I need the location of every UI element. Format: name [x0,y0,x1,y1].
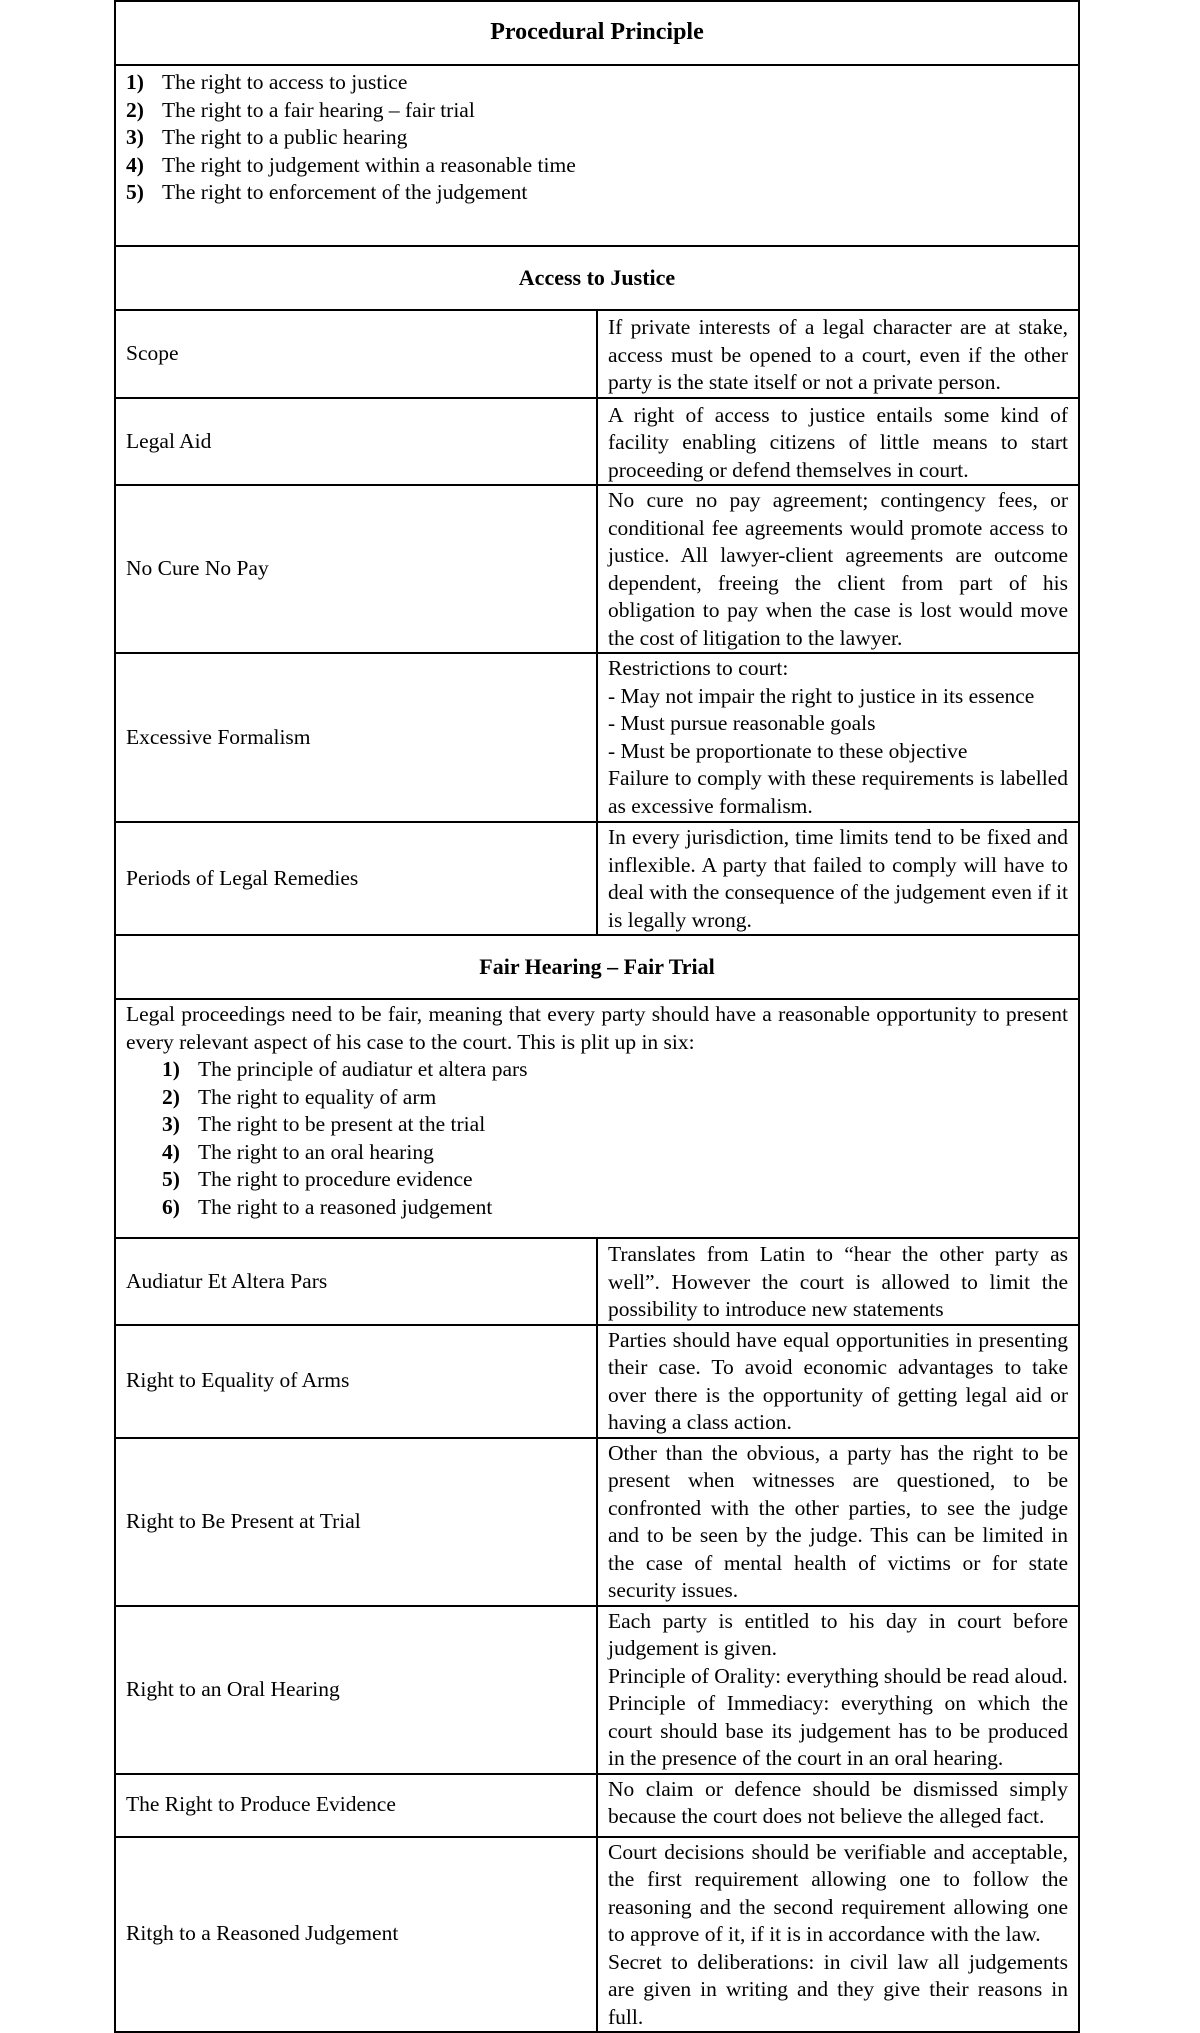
line: - Must be proportionate to these objective [608,738,968,763]
procedure-table [114,0,1080,2033]
line: Principle of Orality: everything should be read aloud. [608,1663,1068,1688]
list-item: 4) The right to judgement within a reasonable time [126,152,576,177]
line: Court decisions should be verifiable and acceptable, the first requirement allowing one to follow the reasoning and the second requirement allowing one to approve of it, if it is in accordance with the law. [608,1839,1068,1946]
section-title-procedural: Procedural Principle [115,1,1079,65]
row-text: No claim or defence should be dismissed simply because the court does not believe the alleged fact. [597,1774,1079,1837]
row-label: Right to Equality of Arms [115,1325,597,1438]
table-row [115,1238,1079,1325]
row-text: If private interests of a legal character are at stake, access must be opened to a court, even if the other party is the state itself or not a private person. [597,310,1079,398]
list-item: 6) The right to a reasoned judgement [162,1194,493,1219]
row-text: In every jurisdiction, time limits tend to be fixed and inflexible. A party that failed to comply will have to deal with the consequence of the judgement even if it is legally wrong. [597,822,1079,935]
list-item: 2) The right to equality of arm [162,1084,437,1109]
list-item: 2) The right to a fair hearing – fair trial [126,97,475,122]
row-label: Legal Aid [115,398,597,486]
document-page [114,0,1080,2033]
table-row [115,822,1079,935]
procedural-list [126,69,1068,207]
row-label: Periods of Legal Remedies [115,822,597,935]
table-row [115,1606,1079,1774]
line: Restrictions to court: [608,656,789,680]
list-item: 1) The principle of audiatur et altera pars [162,1057,528,1081]
row-text-block [597,1606,1079,1774]
fair-list [126,1056,1068,1221]
table-row [115,485,1079,653]
row-text: Parties should have equal opportunities in presenting their case. To avoid economic advantages to take over there is the opportunity of getting legal aid or having a class action. [597,1325,1079,1438]
line: - May not impair the right to justice in its essence [608,683,1035,708]
list-item: 3) The right to be present at the trial [162,1112,486,1136]
row-text: A right of access to justice entails some kind of facility enabling citizens of little means to start proceeding or defend themselves in court. [597,398,1079,486]
list-item: 1) The right to access to justice [126,70,408,94]
list-item: 3) The right to a public hearing [126,125,408,149]
procedural-list-row [115,65,1079,246]
row-text-block [597,653,1079,822]
list-item: 5) The right to enforcement of the judgement [126,180,528,204]
row-label: Audiatur Et Altera Pars [115,1238,597,1325]
fair-intro: Legal proceedings need to be fair, meaning that every party should have a reasonable opportunity to present every relevant aspect of his case to the court. This is plit up in six: [126,1002,1068,1054]
table-row [115,1837,1079,2033]
section-header-row [115,935,1079,999]
section-title-fair: Fair Hearing – Fair Trial [115,935,1079,999]
row-text: No cure no pay agreement; contingency fees, or conditional fee agreements would promote access to justice. All lawyer-client agreements are outcome dependent, freeing the client from part of his obligation to pay when the case is lost would move the cost of litigation to the lawyer. [597,485,1079,653]
line: Each party is entitled to his day in court before judgement is given. [608,1608,1068,1660]
table-row [115,1774,1079,1837]
fair-intro-row [115,999,1079,1238]
line: Principle of Immediacy: everything on which the court should base its judgement has to be produced in the presence of the court in an oral hearing. [608,1691,1068,1770]
row-label: The Right to Produce Evidence [115,1774,597,1837]
section-header-row [115,1,1079,65]
row-label: No Cure No Pay [115,485,597,653]
line: Failure to comply with these requirements is labelled as excessive formalism. [608,766,1068,818]
row-label: Excessive Formalism [115,653,597,822]
procedural-list-cell [115,65,1079,246]
line: - Must pursue reasonable goals [608,711,876,735]
fair-intro-cell [115,999,1079,1238]
section-title-access: Access to Justice [115,246,1079,310]
row-label: Right to Be Present at Trial [115,1438,597,1606]
table-row [115,1325,1079,1438]
row-text: Translates from Latin to “hear the other party as well”. However the court is allowed to limit the possibility to introduce new statements [597,1238,1079,1325]
table-row [115,398,1079,486]
table-row [115,310,1079,398]
row-text: Other than the obvious, a party has the right to be present when witnesses are questioned, to be confronted with the other parties, to see the judge and to be seen by the judge. This can be limited in the case of mental health of victims or for state security issues. [597,1438,1079,1606]
table-row [115,1438,1079,1606]
list-item: 4) The right to an oral hearing [162,1139,434,1164]
row-label: Right to an Oral Hearing [115,1606,597,1774]
row-label: Scope [115,310,597,398]
row-text-block [597,1837,1079,2033]
table-row [115,653,1079,822]
section-header-row [115,246,1079,310]
list-item: 5) The right to procedure evidence [162,1167,473,1191]
row-label: Ritgh to a Reasoned Judgement [115,1837,597,2033]
line: Secret to deliberations: in civil law all judgements are given in writing and they give their reasons in full. [608,1949,1068,2029]
